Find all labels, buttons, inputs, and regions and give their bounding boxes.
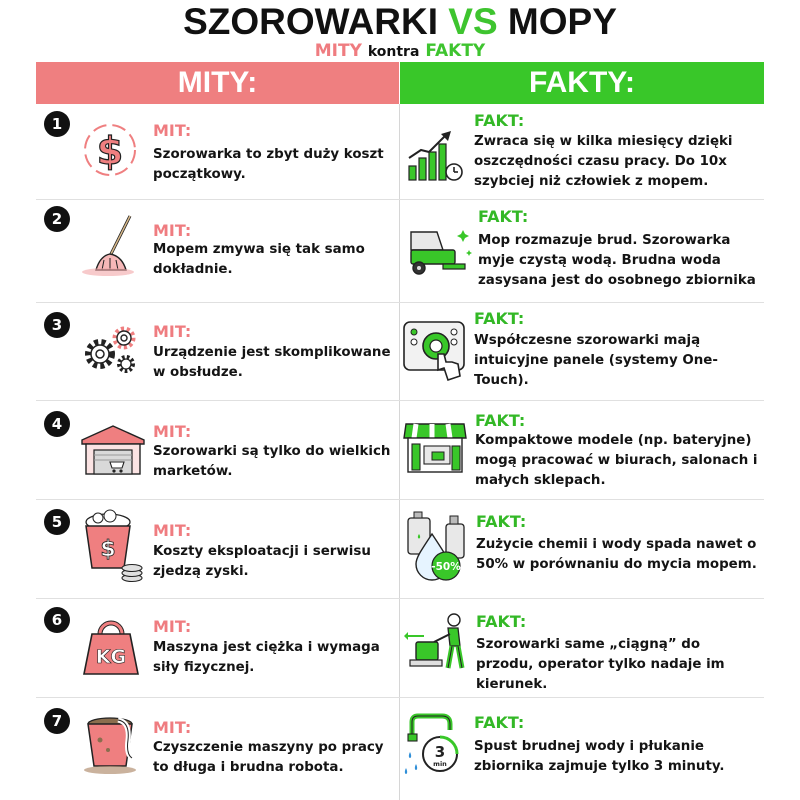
facts-column-header: FAKTY: [400,62,764,104]
title-part1: SZOROWARKI [183,1,438,42]
control-panel-icon [402,318,468,394]
dirty-bucket-icon [80,710,146,780]
row-number: 5 [44,509,70,535]
fact-label: FAKT: [474,111,525,130]
mop-icon [80,212,140,282]
dollar-icon [80,120,140,184]
row-divider [36,400,764,401]
growth-chart-icon [405,128,465,188]
fact-label: FAKT: [476,612,527,631]
row-number: 1 [44,111,70,137]
row-divider [36,302,764,303]
scrubber-machine-icon [403,220,473,280]
myth-text: Czyszczenie maszyny po pracy to długa i brudna robota. [153,740,384,775]
myth-label: MIT: [153,718,192,737]
fact-text: Zwraca się w kilka miesięcy dzięki oszczędności czasu pracy. Do 10x szybciej niż człowiek z mopem. [474,134,733,189]
row-number: 6 [44,607,70,633]
operator-scrubber-icon [404,612,470,676]
myth-text: Mopem zmywa się tak samo dokładnie. [153,242,365,277]
row-number: 4 [44,411,70,437]
minus-50-badge: -50% [431,561,461,573]
myth-label: MIT: [153,617,192,636]
money-bucket-icon [80,508,150,588]
page-subtitle [0,41,800,62]
fact-text: Kompaktowe modele (np. bateryjne) mogą pracować w biurach, salonach i małych sklepach. [475,433,758,488]
myth-label: MIT: [153,521,192,540]
myth-label: MIT: [153,322,192,341]
fact-label: FAKT: [475,411,526,430]
subtitle-mity: MITY [314,41,362,61]
timer-value: 3 [434,743,446,761]
myth-label: MIT: [153,221,192,240]
row-number: 3 [44,312,70,338]
myth-text: Koszty eksploatacji i serwisu zjedzą zyski. [153,544,371,579]
page-title [0,2,800,42]
fact-text: Mop rozmazuje brud. Szorowarka myje czystą wodą. Brudna woda zasysana jest do osobnego zbiornika [478,233,756,288]
fact-label: FAKT: [474,713,525,732]
svg-text:$: $ [100,537,116,562]
row-divider [36,697,764,698]
fact-text: Zużycie chemii i wody spada nawet o 50% w porównaniu do mycia mopem. [476,537,757,572]
fact-label: FAKT: [476,512,527,531]
kg-label: KG [95,646,127,668]
myth-label: MIT: [153,422,192,441]
warehouse-icon [80,424,146,480]
fact-text: Szorowarki same „ciągną” do przodu, operator tylko nadaje im kierunek. [476,637,725,692]
small-shop-icon [402,420,468,480]
myth-label: MIT: [153,121,192,140]
myth-text: Szorowarka to zbyt duży koszt początkowy. [153,147,384,182]
title-vs: VS [448,1,498,42]
svg-text:$: $ [96,129,124,173]
myth-text: Urządzenie jest skomplikowane w obsłudze. [153,345,391,380]
column-divider [399,104,400,800]
row-divider [36,199,764,200]
subtitle-kontra: kontra [367,44,420,60]
row-number: 2 [44,206,70,232]
chemicals-minus-50-icon [402,508,470,588]
fact-text: Spust brudnej wody i płukanie zbiornika zajmuje tylko 3 minuty. [474,739,725,774]
fact-text: Współczesne szorowarki mają intuicyjne panele (systemy One-Touch). [474,333,718,388]
myth-text: Maszyna jest ciężka i wymaga siły fizycznej. [153,640,380,675]
row-number: 7 [44,708,70,734]
timer-hose-icon [402,712,468,782]
subtitle-fakty: FAKTY [425,41,486,61]
row-divider [36,598,764,599]
fact-label: FAKT: [474,309,525,328]
row-divider [36,499,764,500]
title-part2: MOPY [507,1,617,42]
timer-unit: min [433,760,447,768]
weight-icon [80,612,142,682]
myths-column-header: MITY: [36,62,399,104]
gears-icon [80,320,142,384]
fact-label: FAKT: [478,207,529,226]
myth-text: Szorowarki są tylko do wielkich marketów. [153,444,391,479]
